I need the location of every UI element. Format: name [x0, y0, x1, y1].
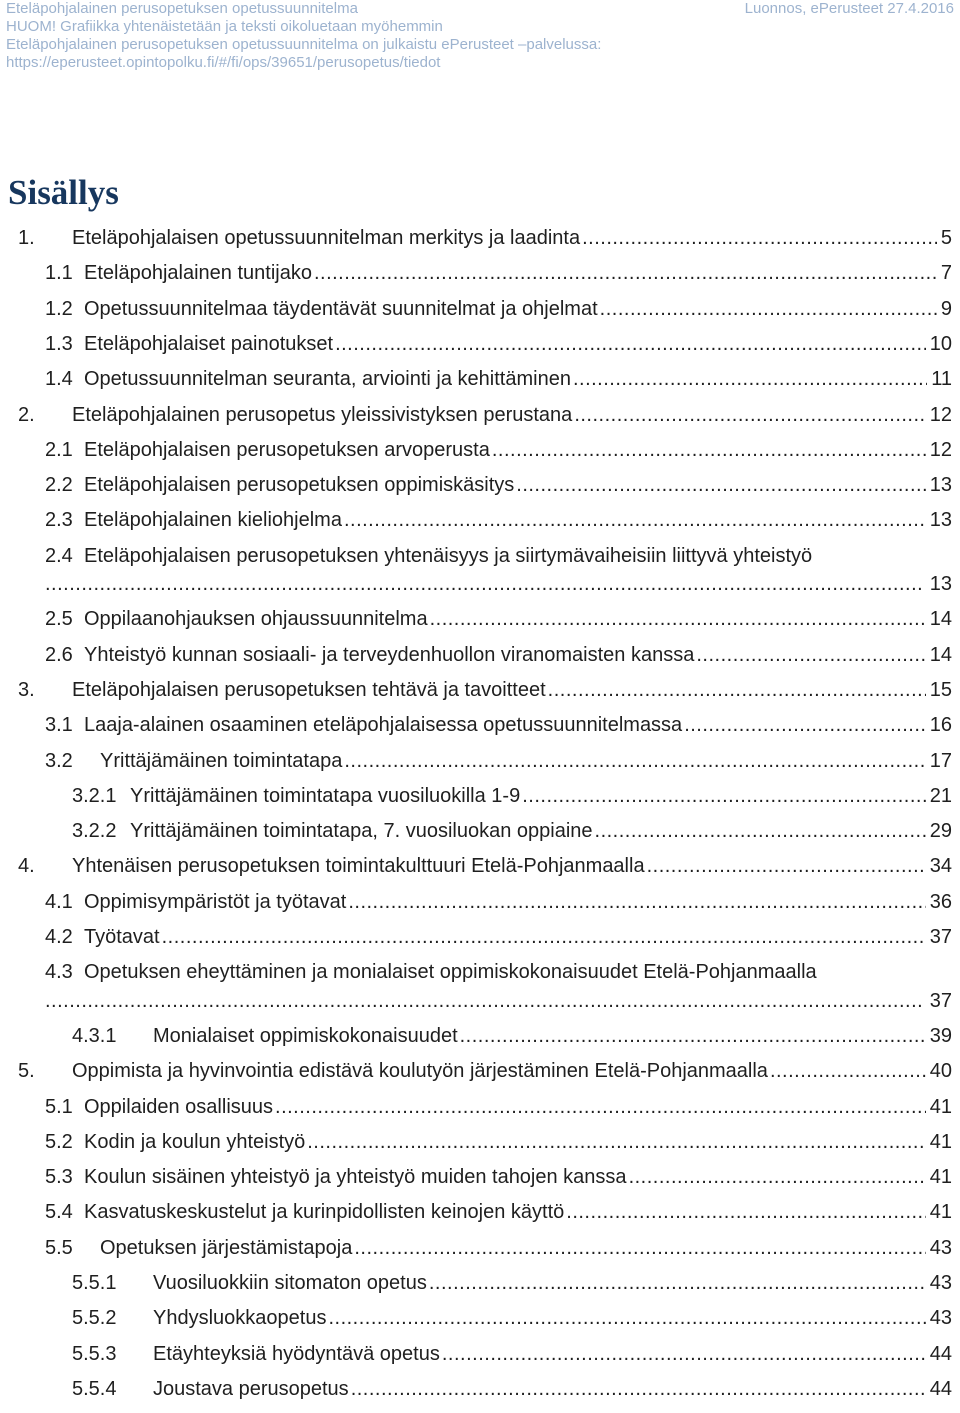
toc-entry-title: Kasvatuskeskustelut ja kurinpidollisten keinojen käyttö [84, 1201, 565, 1224]
toc-entry[interactable] [0, 1234, 952, 1262]
toc-entry[interactable] [0, 1375, 952, 1403]
toc-entry-title: Oppimisympäristöt ja työtavat [84, 890, 347, 913]
toc-entry[interactable] [0, 1340, 952, 1368]
toc-entry-number: 1.4 [45, 368, 73, 391]
toc-entry[interactable] [0, 542, 952, 606]
toc-leader-dots [335, 330, 926, 358]
toc-entry-number: 3.2.2 [72, 820, 117, 843]
toc-entry-title: Eteläpohjalaisen perusopetuksen yhtenäisyys ja siirtymävaiheisiin liittyvä yhteistyö [84, 544, 813, 567]
toc-entry-title: Kodin ja koulun yhteistyö [84, 1130, 306, 1153]
toc-entry-title: Opetussuunnitelmaa täydentävät suunnitelmat ja ohjelmat [84, 297, 598, 320]
toc-entry-number: 2. [18, 403, 35, 426]
toc-entry-title: Etäyhteyksiä hyödyntävä opetus [153, 1342, 440, 1365]
toc-leader-dots [275, 1093, 926, 1121]
toc-entry-page: 12 [929, 438, 952, 461]
toc-leader-dots [429, 1269, 926, 1297]
toc-entry-number: 5.5.2 [72, 1307, 117, 1330]
toc-entry-title: Eteläpohjalaiset painotukset [84, 332, 334, 355]
toc-entry-title: Yrittäjämäinen toimintatapa [100, 749, 343, 772]
toc-leader-dots [45, 987, 922, 1015]
toc-entry-number: 5.5.3 [72, 1342, 117, 1365]
toc-entry-page: 17 [929, 749, 952, 772]
toc-entry[interactable] [0, 365, 952, 393]
toc-entry-page: 21 [929, 784, 952, 807]
toc-entry-page: 43 [929, 1272, 952, 1294]
toc-leader-dots [344, 506, 926, 534]
toc-leader-dots [548, 676, 926, 704]
toc-entry-page: 14 [929, 608, 952, 631]
toc-entry-title: Eteläpohjalainen kieliohjelma [84, 509, 342, 532]
header-document-title: Eteläpohjalainen perusopetuksen opetussuunnitelma [6, 0, 358, 17]
toc-entry-number: 4.3 [45, 961, 73, 984]
toc-entry[interactable] [0, 259, 952, 287]
toc-entry[interactable] [0, 471, 952, 499]
toc-leader-dots [629, 1163, 926, 1191]
toc-entry-number: 1. [18, 227, 35, 249]
toc-entry-number: 5. [18, 1060, 35, 1083]
toc-entry-title: Eteläpohjalaisen perusopetuksen tehtävä ja tavoitteet [72, 678, 546, 701]
toc-entry-number: 1.1 [45, 262, 73, 285]
toc-entry-title: Laaja-alainen osaaminen eteläpohjalaisessa opetussuunnitelmassa [84, 714, 683, 737]
toc-entry-page: 13 [929, 572, 952, 595]
toc-entry-page: 15 [929, 678, 952, 701]
toc-entry-page: 7 [940, 262, 952, 285]
toc-entry-number: 2.2 [45, 474, 73, 497]
toc-entry-number: 1.2 [45, 297, 73, 320]
toc-entry-page: 40 [929, 1060, 952, 1083]
toc-leader-dots [582, 224, 937, 252]
toc-entry-page: 41 [929, 1201, 952, 1224]
toc-leader-dots [573, 365, 927, 393]
toc-leader-dots [770, 1057, 926, 1085]
header-draft-note: Luonnos, ePerusteet 27.4.2016 [744, 0, 954, 17]
toc-leader-dots [696, 641, 925, 669]
toc-entry-number: 5.5 [45, 1236, 73, 1259]
toc-entry[interactable] [0, 676, 952, 704]
toc-entry[interactable] [0, 1128, 952, 1156]
toc-entry-number: 5.3 [45, 1166, 73, 1189]
toc-entry[interactable] [0, 641, 952, 669]
toc-leader-dots [328, 1304, 925, 1332]
toc-entry-page: 37 [929, 989, 952, 1012]
toc-entry-title: Opetuksen eheyttäminen ja monialaiset oppimiskokonaisuudet Etelä-Pohjanmaalla [84, 961, 817, 984]
toc-entry[interactable] [0, 506, 952, 534]
toc-entry-title: Eteläpohjalaisen perusopetuksen oppimiskäsitys [84, 474, 515, 497]
toc-entry-page: 34 [929, 855, 952, 878]
toc-entry[interactable] [0, 1269, 952, 1297]
header-notice: HUOM! Grafiikka yhtenäistetään ja teksti oikoluetaan myöhemmin [6, 18, 443, 35]
toc-leader-dots [566, 1198, 925, 1226]
toc-entry-title: Vuosiluokkiin sitomaton opetus [153, 1272, 427, 1294]
toc-entry-number: 5.1 [45, 1095, 73, 1118]
toc-entry-page: 11 [931, 368, 952, 391]
toc-leader-dots [460, 1022, 926, 1050]
toc-leader-dots [314, 259, 937, 287]
toc-entry-page: 41 [929, 1166, 952, 1189]
toc-entry[interactable] [0, 224, 952, 252]
toc-entry-title: Opetuksen järjestämistapoja [100, 1236, 353, 1259]
toc-entry-page: 39 [929, 1024, 952, 1047]
toc-entry-title: Eteläpohjalaisen opetussuunnitelman merkitys ja laadinta [72, 227, 581, 249]
toc-entry-title: Yhdysluokkaopetus [153, 1307, 327, 1330]
toc-leader-dots [307, 1128, 926, 1156]
toc-entry-title: Oppilaiden osallisuus [84, 1095, 274, 1118]
header-url[interactable]: https://eperusteet.opintopolku.fi/#/fi/ops/39651/perusopetus/tiedot [6, 54, 441, 71]
toc-entry[interactable] [0, 1163, 952, 1191]
toc-entry[interactable] [0, 330, 952, 358]
toc-entry-title: Eteläpohjalainen perusopetus yleissivistyksen perustana [72, 403, 573, 426]
toc-entry-title: Oppilaanohjauksen ohjaussuunnitelma [84, 608, 428, 631]
toc-leader-dots [430, 605, 926, 633]
toc-leader-dots [354, 1234, 925, 1262]
toc-leader-dots [574, 401, 925, 429]
toc-entry-title: Monialaiset oppimiskokonaisuudet [153, 1024, 458, 1047]
toc-entry-title: Työtavat [84, 926, 160, 948]
toc-leader-dots [348, 888, 925, 916]
toc-entry-page: 9 [940, 297, 952, 320]
toc-entry-title: Joustava perusopetus [153, 1377, 349, 1400]
toc-entry[interactable] [0, 923, 952, 951]
toc-entry-title: Yrittäjämäinen toimintatapa vuosiluokilla 1-9 [130, 784, 521, 807]
toc-entry-number: 3.2 [45, 749, 73, 772]
toc-entry-number: 2.4 [45, 544, 73, 567]
toc-entry-page: 16 [929, 714, 952, 737]
toc-entry-number: 1.3 [45, 332, 73, 355]
toc-entry-page: 13 [929, 509, 952, 532]
toc-entry-title: Yrittäjämäinen toimintatapa, 7. vuosiluokan oppiaine [130, 820, 593, 843]
toc-entry-number: 4. [18, 855, 35, 878]
toc-leader-dots [162, 923, 926, 951]
toc-entry-title: Yhtenäisen perusopetuksen toimintakulttuuri Etelä-Pohjanmaalla [72, 855, 645, 878]
toc-entry-title: Eteläpohjalaisen perusopetuksen arvoperusta [84, 438, 490, 461]
toc-entry-page: 36 [929, 890, 952, 913]
toc-entry-page: 41 [929, 1095, 952, 1118]
toc-entry[interactable] [0, 1057, 952, 1085]
toc-entry[interactable] [0, 958, 952, 1022]
toc-entry-page: 5 [940, 227, 952, 249]
toc-entry-page: 14 [929, 643, 952, 666]
toc-entry[interactable] [0, 1093, 952, 1121]
toc-entry-number: 3.2.1 [72, 784, 117, 807]
toc-entry-number: 5.2 [45, 1130, 73, 1153]
toc-entry-number: 2.5 [45, 608, 73, 631]
toc-entry[interactable] [0, 888, 952, 916]
toc-entry-number: 4.2 [45, 926, 73, 948]
toc-leader-dots [442, 1340, 926, 1368]
header-publication-note: Eteläpohjalainen perusopetuksen opetussuunnitelma on julkaistu ePerusteet –palvelussa: [6, 36, 602, 53]
toc-entry[interactable] [0, 852, 952, 880]
toc-entry-page: 43 [929, 1307, 952, 1330]
toc-entry-page: 29 [929, 820, 952, 843]
toc-entry-page: 41 [929, 1130, 952, 1153]
toc-entry-number: 5.5.4 [72, 1377, 117, 1400]
toc-entry[interactable] [0, 711, 952, 739]
toc-leader-dots [600, 295, 937, 323]
toc-entry-number: 4.3.1 [72, 1024, 117, 1047]
toc-entry[interactable] [0, 401, 952, 429]
toc-entry-number: 2.6 [45, 643, 73, 666]
toc-entry-number: 5.5.1 [72, 1272, 117, 1294]
toc-leader-dots [684, 711, 926, 739]
toc-entry-page: 13 [929, 474, 952, 497]
toc-entry-title: Eteläpohjalainen tuntijako [84, 262, 312, 285]
toc-entry-page: 10 [929, 332, 952, 355]
toc-entry-page: 44 [929, 1342, 952, 1365]
toc-entry[interactable] [0, 295, 952, 323]
toc-leader-dots [45, 570, 922, 598]
toc-entry[interactable] [0, 436, 952, 464]
toc-entry-number: 3.1 [45, 714, 73, 737]
toc-entry[interactable] [0, 817, 952, 845]
toc-entry[interactable] [0, 1198, 952, 1226]
toc-leader-dots [344, 747, 925, 775]
toc-entry-number: 2.3 [45, 509, 73, 532]
toc-entry-number: 3. [18, 678, 35, 701]
toc-entry-number: 4.1 [45, 890, 73, 913]
toc-entry-title: Oppimista ja hyvinvointia edistävä koulutyön järjestäminen Etelä-Pohjanmaalla [72, 1060, 768, 1083]
toc-entry-number: 5.4 [45, 1201, 73, 1224]
toc-entry-number: 2.1 [45, 438, 73, 461]
toc-entry[interactable] [0, 782, 952, 810]
toc-entry-title: Koulun sisäinen yhteistyö ja yhteistyö muiden tahojen kanssa [84, 1166, 627, 1189]
toc-entry-page: 43 [929, 1236, 952, 1259]
toc-entry[interactable] [0, 1022, 952, 1050]
toc-leader-dots [492, 436, 926, 464]
toc-leader-dots [516, 471, 925, 499]
toc-leader-dots [647, 852, 926, 880]
toc-leader-dots [595, 817, 926, 845]
toc-entry[interactable] [0, 1304, 952, 1332]
toc-entry[interactable] [0, 605, 952, 633]
toc-leader-dots [522, 782, 926, 810]
toc-entry-page: 44 [929, 1377, 952, 1400]
toc-entry[interactable] [0, 747, 952, 775]
page-title: Sisällys [8, 173, 119, 212]
toc-entry-title: Opetussuunnitelman seuranta, arviointi ja kehittäminen [84, 368, 571, 391]
toc-entry-page: 12 [929, 403, 952, 426]
toc-leader-dots [351, 1375, 926, 1403]
toc-entry-title: Yhteistyö kunnan sosiaali- ja terveydenhuollon viranomaisten kanssa [84, 643, 695, 666]
toc-entry-page: 37 [929, 926, 952, 948]
